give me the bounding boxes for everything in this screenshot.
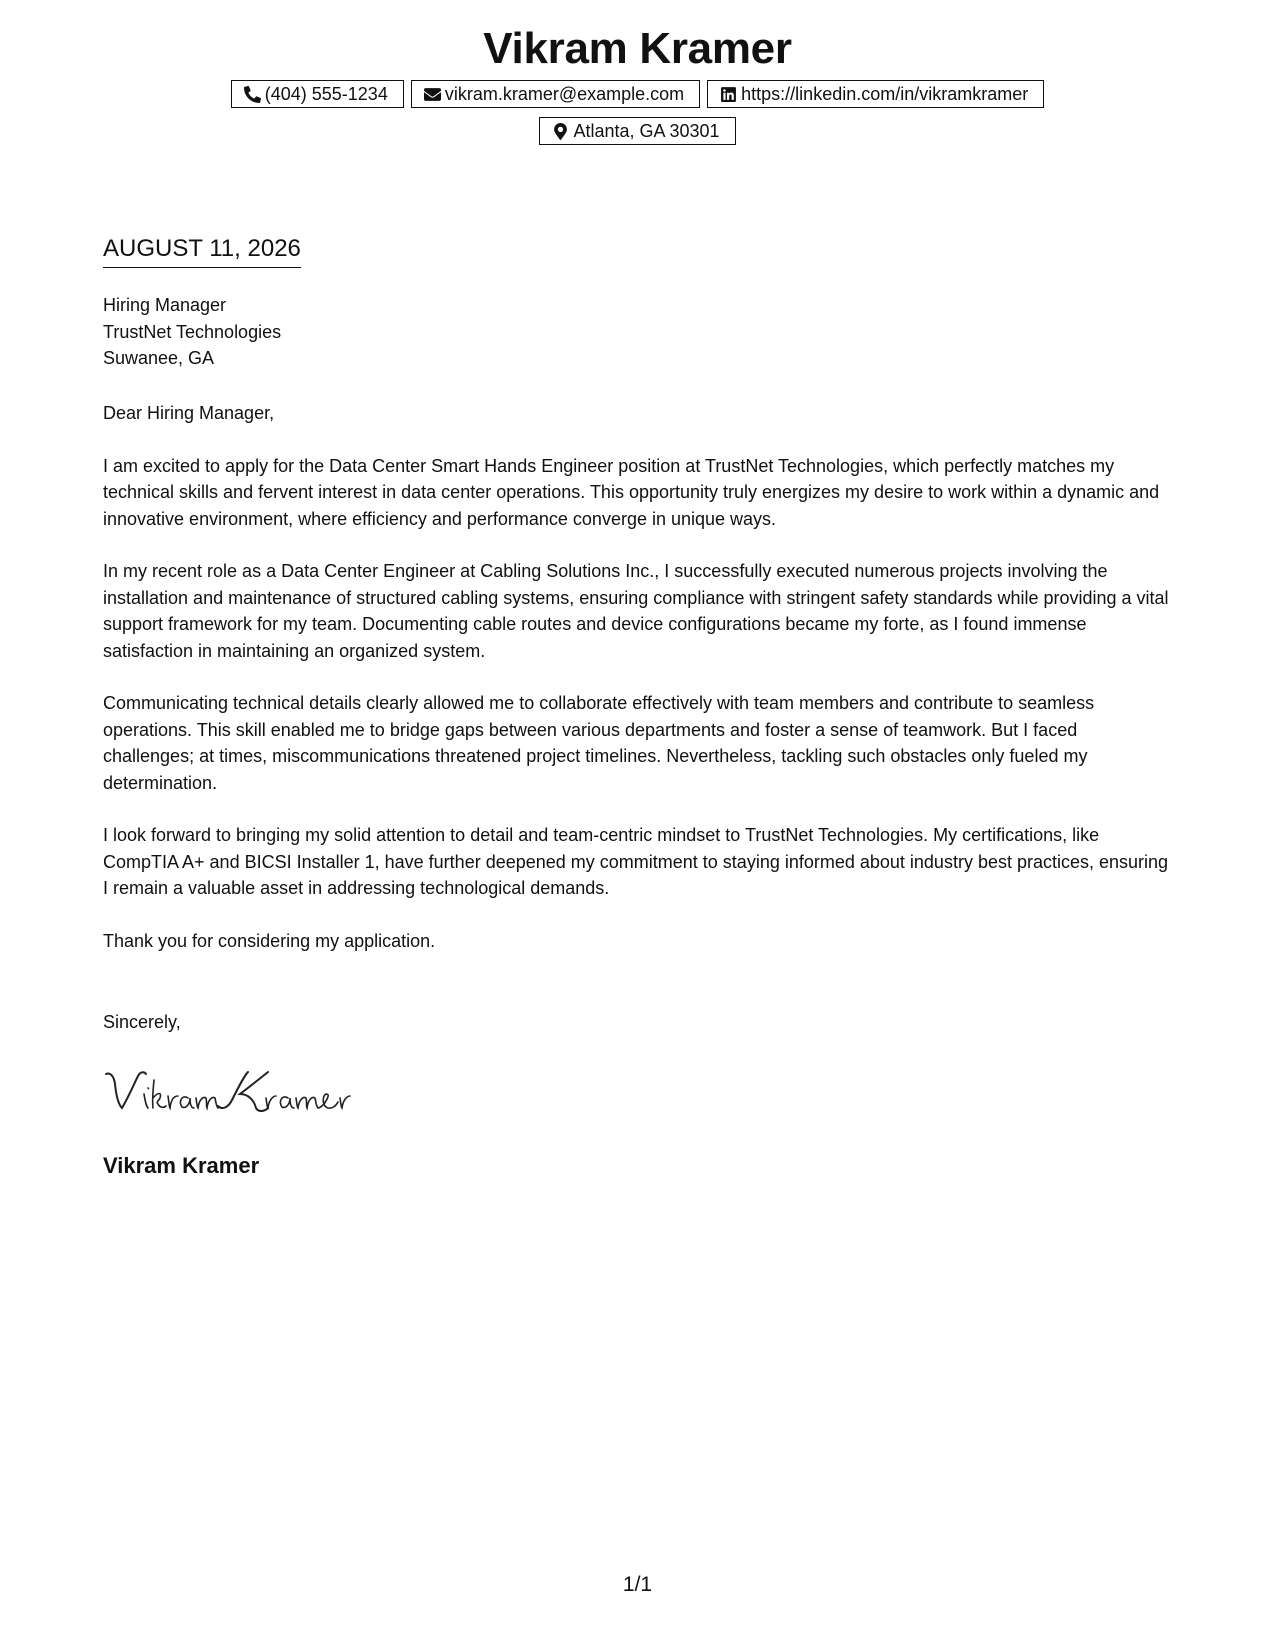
recipient-block: [103, 292, 281, 372]
signer-name: Vikram Kramer: [103, 1153, 260, 1178]
recipient-title: Hiring Manager: [103, 295, 227, 315]
salutation: Dear Hiring Manager,: [103, 403, 275, 423]
contact-email[interactable]: [411, 80, 700, 108]
email-text: vikram.kramer@example.com: [444, 83, 685, 104]
page-number: 1/1: [622, 1573, 653, 1596]
contact-location[interactable]: [539, 117, 735, 145]
contact-row-primary: [0, 80, 1275, 108]
handwritten-signature: [98, 1062, 378, 1122]
letter-body: [103, 400, 1173, 980]
recipient-location: Suwanee, GA: [103, 348, 215, 368]
letter-date: AUGUST 11, 2026: [103, 234, 301, 268]
phone-text: (404) 555-1234: [264, 83, 388, 104]
envelope-icon: [424, 86, 441, 103]
recipient-company: TrustNet Technologies: [103, 321, 282, 342]
closing-line: Sincerely,: [103, 1012, 181, 1032]
map-marker-icon: [552, 123, 569, 140]
body-paragraph: I look forward to bringing my solid attention to detail and team-centric mindset to TrustNet Technologies. My certifications, like CompTIA A+ and BICSI Installer 1, have further deepened my commitment to staying informed about industry best practices, ensuring I remain a valuable asset in addressing technological demands.: [103, 825, 1169, 898]
body-paragraph: In my recent role as a Data Center Engineer at Cabling Solutions Inc., I successfully executed numerous projects involving the installation and maintenance of structured cabling systems, ensuring compliance with stringent safety standards while providing a vital support framework for my team. Documenting cable routes and device configurations became my forte, as I found immense satisfaction in maintaining an organized system.: [103, 561, 1169, 661]
linkedin-icon: [720, 86, 737, 103]
linkedin-text: https://linkedin.com/in/vikramkramer: [741, 83, 1029, 104]
body-paragraph: Communicating technical details clearly allowed me to collaborate effectively with team members and contribute to seamless operations. This skill enabled me to bridge gaps between various departments and foster a sense of teamwork. But I faced challenges; at times, miscommunications threatened project timelines. Nevertheless, tackling such obstacles only fueled my determination.: [103, 693, 1095, 793]
phone-icon: [244, 86, 261, 103]
location-text: Atlanta, GA 30301: [573, 120, 720, 141]
applicant-name-heading: Vikram Kramer: [483, 24, 792, 73]
contact-phone[interactable]: [231, 80, 404, 108]
body-paragraph: Thank you for considering my application.: [103, 930, 436, 951]
contact-linkedin[interactable]: [707, 80, 1044, 108]
contact-row-secondary: [0, 117, 1275, 145]
body-paragraph: I am excited to apply for the Data Center Smart Hands Engineer position at TrustNet Technologies, which perfectly matches my technical skills and fervent interest in data center operations. This opportunity truly energizes my desire to work within a dynamic and innovative environment, where efficiency and performance converge in unique ways.: [103, 455, 1160, 529]
